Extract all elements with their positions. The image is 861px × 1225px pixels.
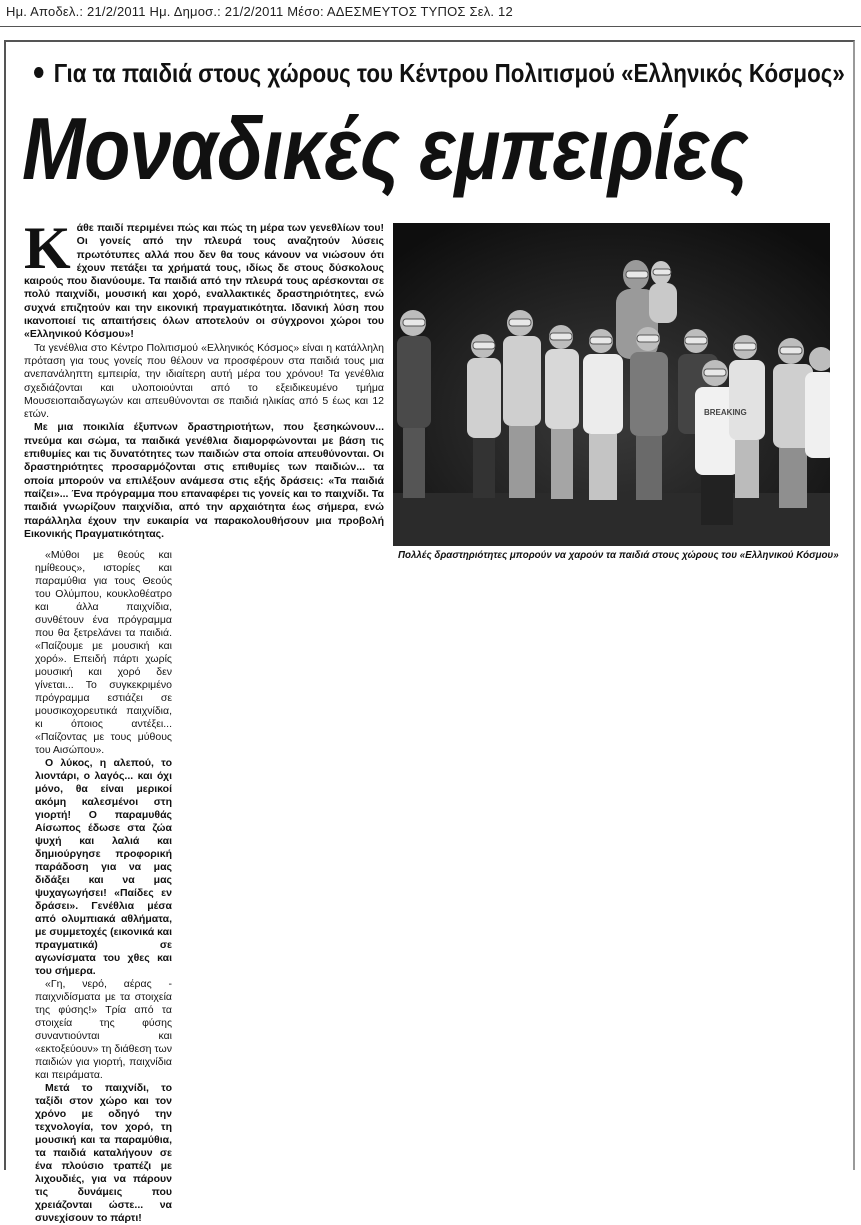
bullet-icon: [34, 67, 43, 78]
drop-cap: Κ: [24, 215, 71, 281]
clipping-header: Ημ. Αποδελ.: 21/2/2011 Ημ. Δημοσ.: 21/2/2011 Μέσο: ΑΔΕΣΜΕΥΤΟΣ ΤΥΠΟΣ Σελ. 12: [6, 4, 513, 19]
narrow-paragraph-3: «Γη, νερό, αέρας - παιχνιδίσματα με τα στοιχεία της φύσης!» Τρία από τα στοιχεία της φύσης συναντιούνται και «εκτοξεύουν» τη διάθεση των παιδιών για γιορτή, παιχνίδια και πειράματα.: [35, 978, 172, 1081]
article-headline: Μοναδικές εμπειρίες: [22, 99, 748, 198]
article-kicker: [34, 58, 845, 89]
intro-text: άθε παιδί περιμένει πώς και πώς τη μέρα των γενεθλίων του! Οι γονείς από την πλευρά τους αναζητούν λύσεις πρωτότυπες αλλά που δεν θα τους κάνουν να νιώσουν ότι έχουν πετάξει τα χρήματά τους, ιδίως δε στους δύσκολους καιρούς που διανύουμε. Τα παιδιά από την πλευρά τους αρέσκονται σε πολύ παιχνίδι, μουσική και χορό, εναλλακτικές δραστηριότητες, ενώ συχνά επιζητούν και την εικονική πραγματικότητα. Ιδανική λύση που ικανοποιεί τις απαιτήσεις όλων αποτελούν οι σύγχρονοι χώροι του «Ελληνικού Κόσμου»!: [24, 222, 384, 341]
children-photo: [393, 223, 830, 546]
photo-caption: Πολλές δραστηριότητες μπορούν να χαρούν τα παιδιά στους χώρους του «Ελληνικού Κόσμου»: [398, 549, 839, 561]
article-main-column: [24, 215, 384, 541]
article-narrow-column: [35, 549, 172, 1225]
header-rule: [0, 26, 861, 27]
narrow-paragraph-4: Μετά το παιχνίδι, το ταξίδι στον χώρο και τον χρόνο με οδηγό την τεχνολογία, τον χορό, τη μουσική και τα παραμύθια, τα παιδιά καταλήγουν σε ένα πλούσιο τραπέζι με λιχουδιές, για να πάρουν τις δυνάμεις που χρειάζονται ώστε... να συνεχίσουν το πάρτι!: [35, 1082, 172, 1224]
narrow-paragraph-1: «Μύθοι με θεούς και ημίθεους», ιστορίες και παραμύθια για τους Θεούς του Ολύμπου, κουκλοθέατρο και άλλα παιχνίδια, συνθέτουν ένα πρόγραμμα που θα ξετρελάνει τα παιδιά. «Παίζουμε με μουσική και χορό». Επειδή πάρτι χωρίς μουσική και χορό δεν γίνεται... Το συγκεκριμένο πρόγραμμα εστιάζει σε μουσικοχορευτικά παιχνίδια, κι όποιος αντέξει... «Παίζοντας με τους μύθους του Αισώπου».: [35, 549, 172, 756]
body-paragraph-3: Με μια ποικιλία έξυπνων δραστηριοτήτων, που ξεσηκώνουν... πνεύμα και σώμα, τα παιδικά γενέθλια διαμορφώνονται με βάση τις επιθυμίες και τις δυνατότητες των παιδιών στα οποία απευθύνονται. Οι δραστηριότητες προσαρμόζονται στις επιθυμίες των παιδιών... τα οποία μπορούν να επιλέξουν ανάμεσα στις εξής δράσεις: «Τα παιδιά παίζει»... Ένα πρόγραμμα που επαναφέρει τις γονείς και το παιχνίδι. Τα παιδιά γνωρίζουν παιχνίδια, από την αρχαιότητα έως σήμερα, ενώ παράλληλα έχουν την ευκαιρία να παρακολουθήσουν μια προβολή Εικονικής Πραγματικότητας.: [24, 421, 384, 540]
intro-paragraph: [24, 215, 384, 342]
kicker-text: Για τα παιδιά στους χώρους του Κέντρου Πολιτισμού «Ελληνικός Κόσμος»: [53, 58, 845, 88]
shirt-print: BREAKING: [704, 408, 747, 417]
narrow-paragraph-2: Ο λύκος, η αλεπού, το λιοντάρι, ο λαγός... και όχι μόνο, θα είναι μερικοί ακόμη καλεσμένοι στη γιορτή! Ο παραμυθάς Αίσωπος έδωσε στα ζώα ψυχή και λαλιά και δημιούργησε προφορική παράδοση για να μας διδάξει και να μας ψυχαγωγήσει! «Παίδες εν δράσει». Γενέθλια μέσα από ολυμπιακά αθλήματα, με συμμετοχές (εικονικά και πραγματικά) σε αγωνίσματα του χθες και του σήμερα.: [35, 757, 172, 977]
body-paragraph-2: Τα γενέθλια στο Κέντρο Πολιτισμού «Ελληνικός Κόσμος» είναι η κατάλληλη πρόταση για τους γονείς που θέλουν να προσφέρουν στα παιδιά τους μια ανεπανάληπτη εμπειρία, την ιδιαίτερη αυτή μέρα του χρόνου! Τα γενέθλια σχεδιάζονται και υλοποιούνται από το εξειδικευμένο τμήμα Μουσειοπαιδαγωγών και απευθύνονται σε παιδιά ηλικίας από 5 έως και 12 ετών.: [24, 341, 384, 421]
